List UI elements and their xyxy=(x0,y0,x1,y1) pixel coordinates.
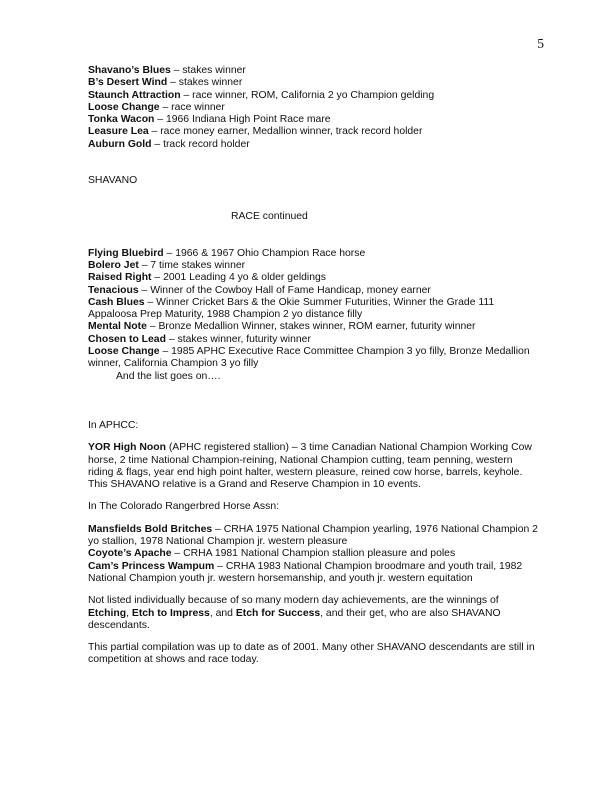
modern-note-horse-etch-to-impress: Etch to Impress xyxy=(131,607,210,619)
horse-entry xyxy=(88,321,538,333)
page-number: 5 xyxy=(537,36,544,51)
horse-name: Mental Note xyxy=(88,321,147,333)
entry-separator: – xyxy=(214,560,226,572)
horse-achievement: track record holder xyxy=(163,138,250,150)
entry-separator: – xyxy=(167,77,179,89)
horse-name: B’s Desert Wind xyxy=(88,77,168,89)
horse-entry xyxy=(88,334,538,346)
horse-entry xyxy=(88,561,538,586)
horse-name: Tenacious xyxy=(88,284,139,296)
horse-achievement: stakes winner, futurity winner xyxy=(177,333,311,345)
horse-name: Loose Change xyxy=(88,346,160,358)
closing-note: This partial compilation was up to date as of 2001. Many other SHAVANO descendants are still in competition at shows and race today. xyxy=(88,642,535,666)
horse-name: Bolero Jet xyxy=(88,259,139,271)
horse-name: Staunch Attraction xyxy=(88,89,181,101)
horse-achievement: race winner xyxy=(171,101,225,113)
entry-separator: – xyxy=(171,548,184,560)
horse-achievement: Winner of the Cowboy Hall of Fame Handicap, money earner xyxy=(150,284,431,296)
modern-note-sep1: , xyxy=(126,607,129,619)
horse-entry xyxy=(88,126,538,138)
entry-separator: – xyxy=(212,523,224,535)
colorado-heading: In The Colorado Rangerbred Horse Assn: xyxy=(88,501,279,513)
horse-name: Coyote’s Apache xyxy=(88,548,172,560)
horse-achievement: CRHA 1975 National Champion yearling, 1976 National Champion 2 yo stallion, 1978 National Champion jr. western pleasure xyxy=(88,523,538,548)
entry-separator: – xyxy=(146,321,159,333)
horse-name: Tonka Wacon xyxy=(88,114,155,126)
horse-achievement: CRHA 1983 National Champion broodmare and youth trail, 1982 National Champion youth jr. western horsemanship, and youth jr. western equitation xyxy=(88,560,523,584)
entry-separator: – xyxy=(170,65,183,76)
horse-name: Shavano’s Blues xyxy=(88,65,171,76)
horse-achievement: 7 time stakes winner xyxy=(150,259,246,271)
modern-note-horse-etch-for-success: Etch for Success xyxy=(235,607,321,619)
aphcc-heading: In APHCC: xyxy=(88,419,139,431)
horse-name: Loose Change xyxy=(88,101,160,113)
entry-separator: – xyxy=(148,126,161,138)
horse-achievement: CRHA 1981 National Champion stallion pleasure and poles xyxy=(183,548,456,560)
aphcc-horse-name: YOR High Noon xyxy=(88,442,166,454)
entry-separator: – xyxy=(163,247,176,259)
entry-separator: – xyxy=(165,333,178,345)
shavano-heading: SHAVANO xyxy=(88,175,138,187)
list-goes-on: And the list goes on…. xyxy=(116,370,221,382)
horse-entry xyxy=(88,524,538,549)
aphcc-horse-desc: (APHC registered stallion) – 3 time Canadian National Champion Working Cow horse, 2 time National Champion-reining, National Champion cutting, team penning, western riding & flags, year end high point halter, western pleasure, reined cow horse, barrels, keyhole. This SHAVANO relative is a Grand and Reserve Champion in 10 events. xyxy=(88,442,532,491)
horse-name: Mansfields Bold Britches xyxy=(88,523,213,535)
colorado-list xyxy=(88,524,538,585)
horse-entry xyxy=(88,77,538,89)
modern-note-before: Not listed individually because of so many modern day achievements, are the winnings of xyxy=(88,595,499,607)
horse-achievement: stakes winner xyxy=(182,65,246,76)
horse-entry xyxy=(88,114,538,126)
horse-achievement: race winner, ROM, California 2 yo Champion gelding xyxy=(192,89,435,101)
horse-entry xyxy=(88,548,538,560)
modern-note-after: , and their get, who are also SHAVANO descendants. xyxy=(88,607,501,631)
horse-name: Cash Blues xyxy=(88,296,145,308)
modern-note xyxy=(88,595,538,632)
horse-achievement: race money earner, Medallion winner, track record holder xyxy=(160,126,423,138)
horse-achievement: 2001 Leading 4 yo & older geldings xyxy=(163,272,326,284)
horse-name: Raised Right xyxy=(88,272,152,284)
entry-separator: – xyxy=(180,89,193,101)
horse-entry xyxy=(88,65,538,77)
aphcc-entry xyxy=(88,442,538,491)
entry-separator: – xyxy=(151,272,164,284)
entry-separator: – xyxy=(154,114,166,126)
horse-name: Auburn Gold xyxy=(88,138,152,150)
horse-entry xyxy=(88,272,538,284)
horse-name: Flying Bluebird xyxy=(88,247,164,259)
horse-entry xyxy=(88,260,538,272)
race-list-2 xyxy=(88,248,538,371)
entry-separator: – xyxy=(159,101,172,113)
modern-note-horse-etching: Etching xyxy=(88,607,127,619)
horse-entry xyxy=(88,346,538,371)
horse-entry xyxy=(88,102,538,114)
horse-name: Cam’s Princess Wampum xyxy=(88,560,215,572)
horse-achievement: stakes winner xyxy=(178,77,243,89)
horse-achievement: 1966 & 1967 Ohio Champion Race horse xyxy=(175,247,366,259)
entry-separator: – xyxy=(138,284,151,296)
horse-entry xyxy=(88,248,538,260)
horse-achievement: Bronze Medallion Winner, stakes winner, ROM earner, futurity winner xyxy=(158,321,476,333)
document-body xyxy=(88,65,538,667)
horse-entry xyxy=(88,297,538,322)
entry-separator: – xyxy=(159,346,172,358)
horse-achievement: Winner Cricket Bars & the Okie Summer Futurities, Winner the Grade 111 Appaloosa Prep Maturity, 1988 Champion 2 yo distance filly xyxy=(88,296,495,321)
race-list-1 xyxy=(88,65,538,151)
entry-separator: – xyxy=(151,138,164,150)
horse-achievement: 1985 APHC Executive Race Committee Champion 3 yo filly, Bronze Medallion winner, California Champion 3 yo filly xyxy=(88,346,530,370)
horse-name: Chosen to Lead xyxy=(88,333,166,345)
modern-note-sep2: , and xyxy=(209,607,236,619)
horse-entry xyxy=(88,285,538,297)
horse-entry xyxy=(88,90,538,102)
race-continued-heading: RACE continued xyxy=(231,211,308,223)
entry-separator: – xyxy=(138,259,151,271)
horse-entry xyxy=(88,139,538,151)
horse-name: Leasure Lea xyxy=(88,126,149,138)
entry-separator: – xyxy=(144,296,157,308)
horse-achievement: 1966 Indiana High Point Race mare xyxy=(165,114,331,126)
